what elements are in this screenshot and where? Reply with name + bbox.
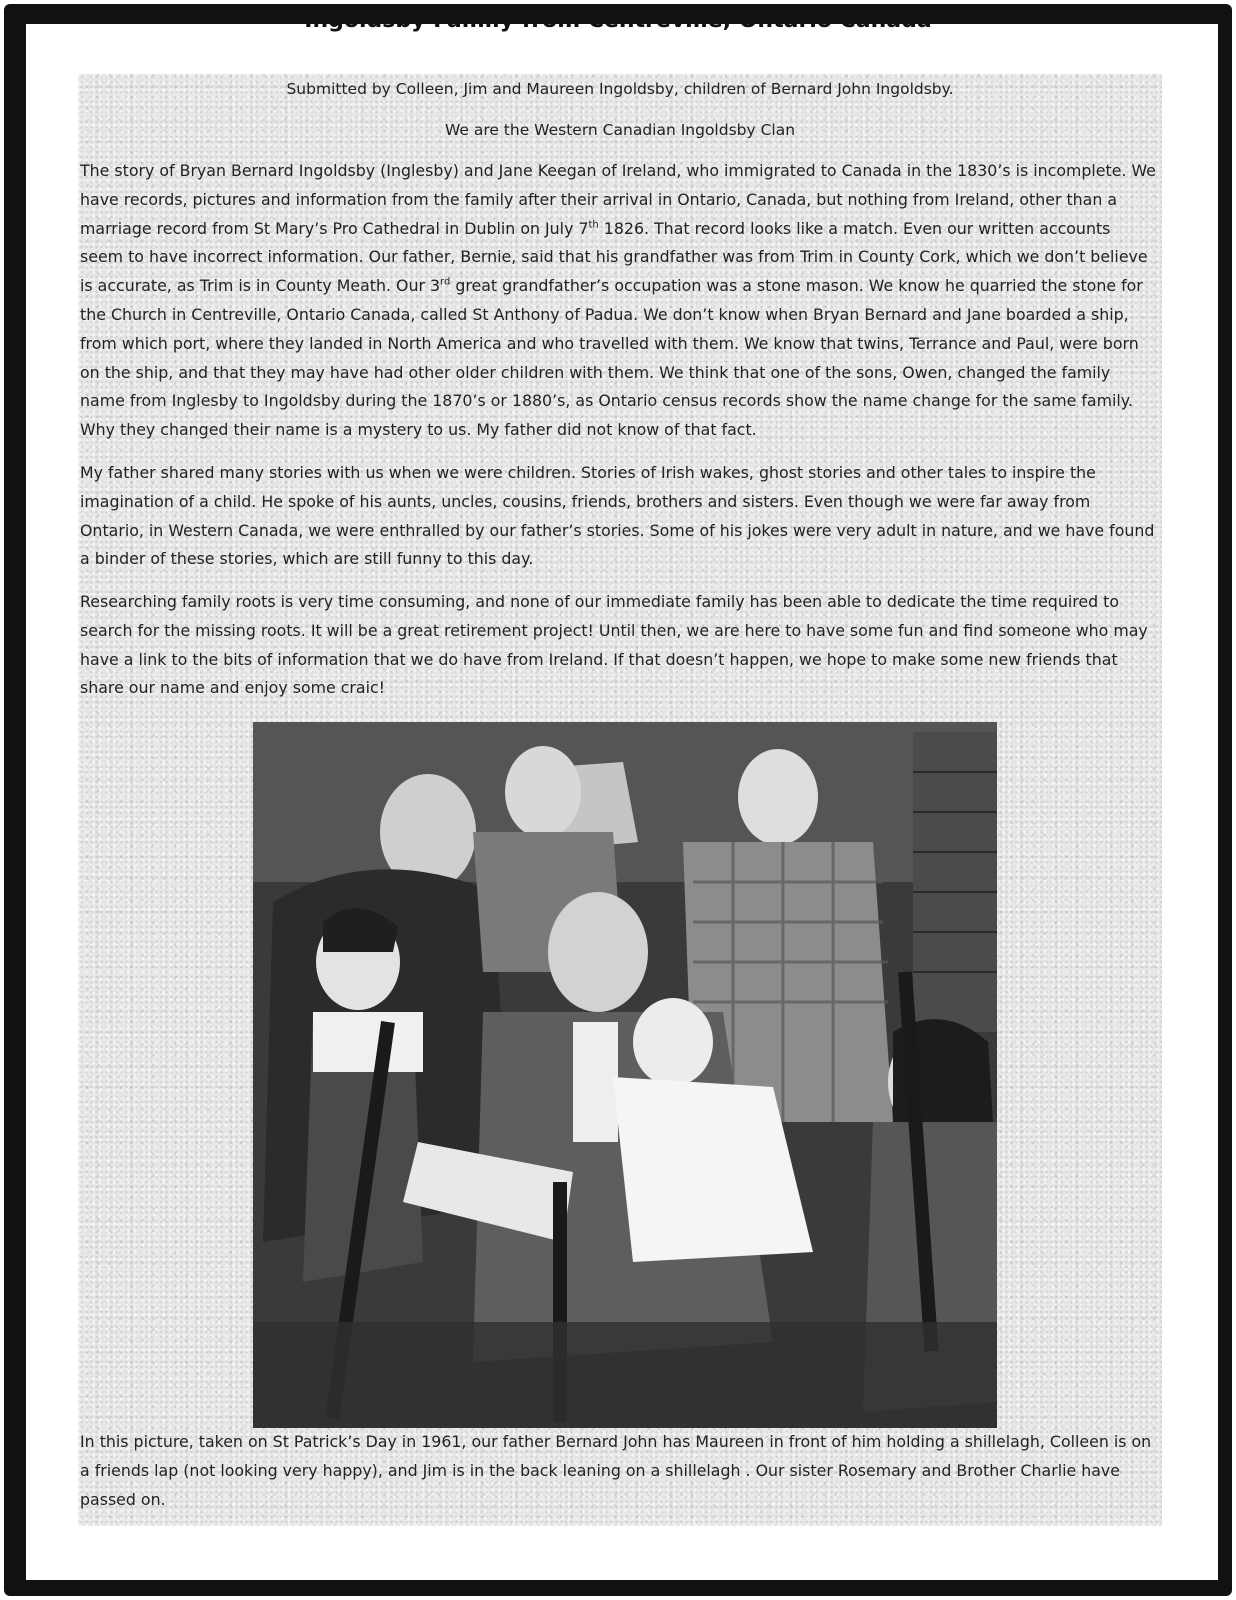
story-sup-2: rd — [440, 276, 451, 288]
research-paragraph — [80, 588, 1156, 703]
story-text-3: great grandfather’s occupation was a stone mason. We know he quarried the stone for the Church in Centreville, Ontario Canada, called St Anthony of Padua. We don’t know when Bryan Bernard and Jane boarded a ship, from which port, where they landed in North America and who travelled with them. We know that twins, Terrance and Paul, were born on the ship, and that they may have had other older children with them. We think that one of the sons, Owen, changed the family name from Inglesby to Ingoldsby during the 1870’s or 1880’s, as Ontario census records show the name change for the same family. Why they changed their name is a mystery to us. My father did not know of that fact. — [80, 276, 1143, 440]
stories-text: My father shared many stories with us when we were children. Stories of Irish wakes, ghost stories and other tales to inspire the imagination of a child. He spoke of his aunts, uncles, cousins, friends, brothers and sisters. Even though we were far away from Ontario, in Western Canada, we were enthralled by our father’s stories. Some of his jokes were very adult in nature, and we have found a binder of these stories, which are still funny to this day. — [80, 463, 1155, 569]
story-paragraph — [80, 157, 1156, 445]
story-sup-1: th — [588, 219, 599, 231]
story-text-1: The story of Bryan Bernard Ingoldsby (Inglesby) and Jane Keegan of Ireland, who immigrated to Canada in the 1830’s is incomplete. We have records, pictures and information from the family after their arrival in Ontario, Canada, but nothing from Ireland, other than a marriage record from St Mary’s Pro Cathedral in Dublin on July 7 — [80, 161, 1156, 238]
photo-caption: In this picture, taken on St Patrick’s Day in 1961, our father Bernard John has Maureen in front of him holding a shillelagh, Colleen is on a friends lap (not looking very happy), and Jim is in the back leaning on a shillelagh . Our sister Rosemary and Brother Charlie have passed on. — [80, 1432, 1152, 1509]
clan-line: We are the Western Canadian Ingoldsby Clan — [444, 121, 796, 139]
family-photo — [253, 722, 997, 1428]
submitted-by-line: Submitted by Colleen, Jim and Maureen Ingoldsby, children of Bernard John Ingoldsby. — [286, 80, 954, 98]
research-text: Researching family roots is very time consuming, and none of our immediate family has been able to dedicate the time required to search for the missing roots. It will be a great retirement project! Until then, we are here to have some fun and find someone who may have a link to the bits of information that we do have from Ireland. If that doesn’t happen, we hope to make some new friends that share our name and enjoy some craic! — [80, 592, 1148, 698]
story-text-2: 1826. That record looks like a match. Even our written accounts seem to have incorrect information. Our father, Bernie, said that his grandfather was from Trim in County Cork, which we don’t believe is accurate, as Trim is in County Meath. Our 3 — [80, 218, 1148, 296]
stories-paragraph — [80, 459, 1156, 574]
page-title: Ingoldsby Family from Centreville, Ontario Canada — [304, 8, 932, 33]
